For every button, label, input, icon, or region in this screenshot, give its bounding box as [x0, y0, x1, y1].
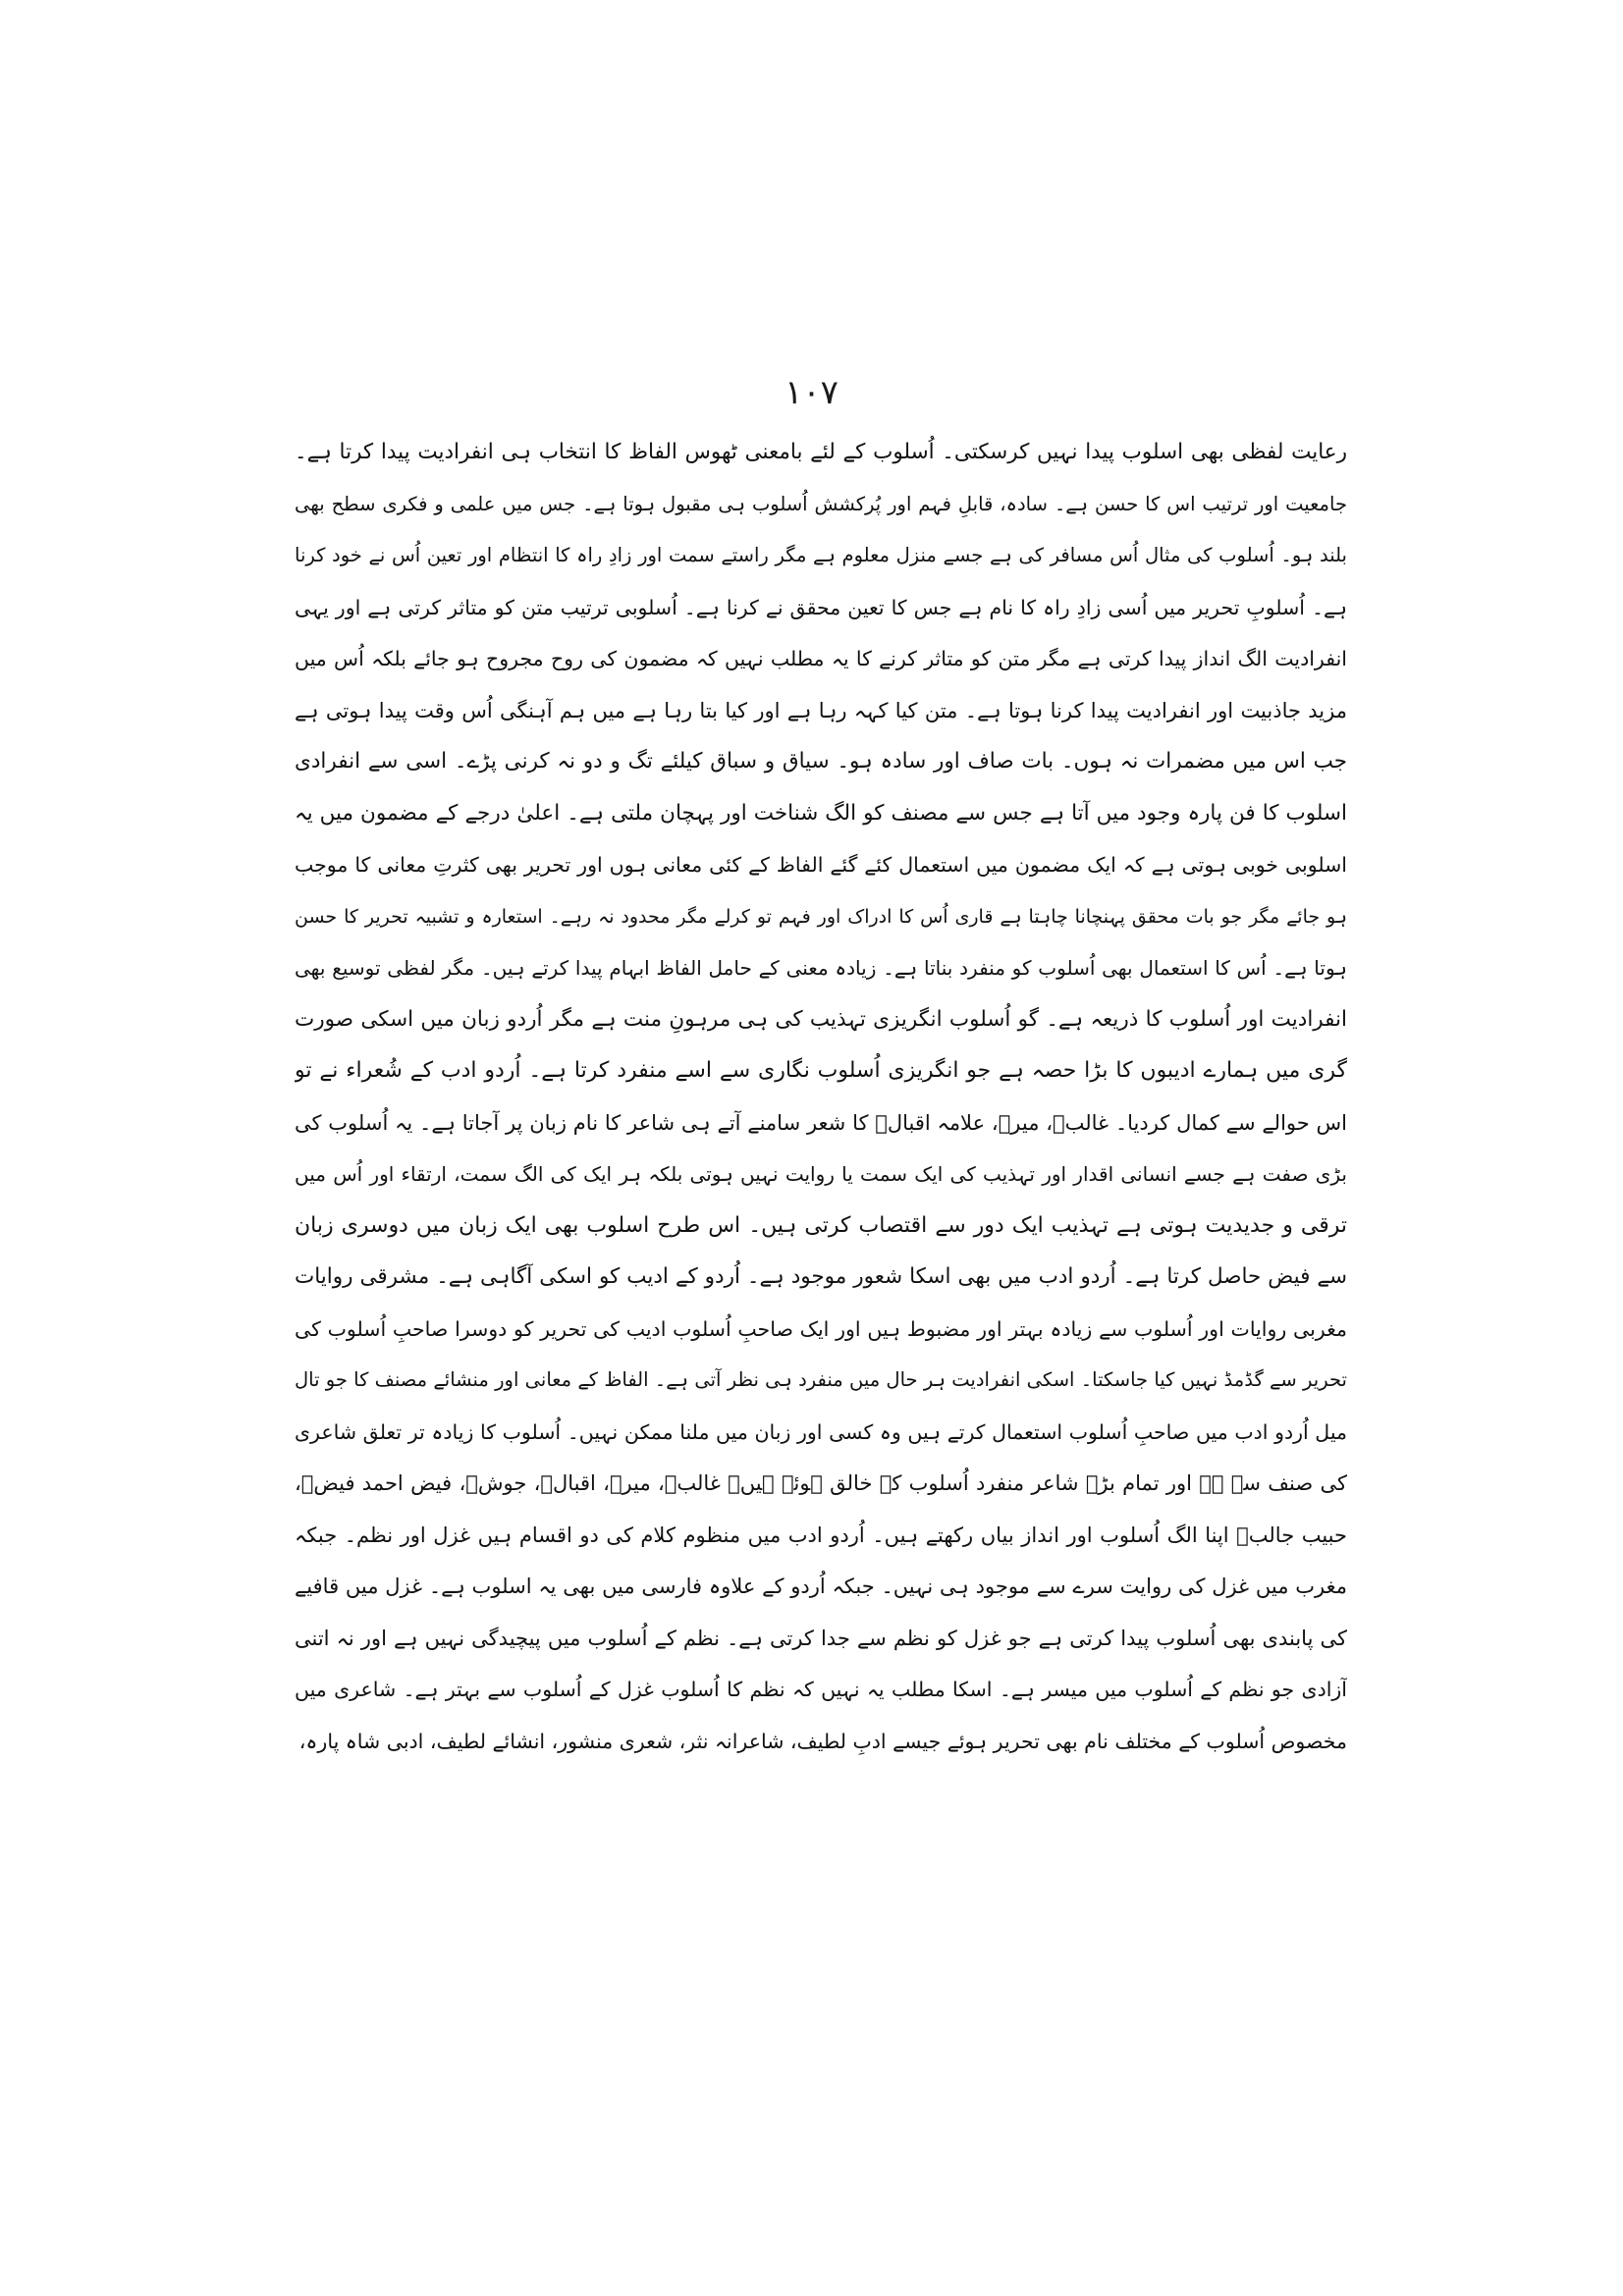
body-text — [295, 427, 1347, 1767]
text-line: انفرادیت الگ انداز پیدا کرتی ہے مگر متن کو متاثر کرنے کا یہ مطلب نہیں کہ مضمون کی روح مجروح ہو جائے بلکہ اُس میں — [295, 647, 1347, 670]
text-line: بڑی صفت ہے جسے انسانی اقدار اور تہذیب کی ایک سمت یا روایت نہیں ہوتی بلکہ ہر ایک کی الگ سمت، ارتقاء اور اُس میں — [295, 1162, 1347, 1186]
text-line: جامعیت اور ترتیب اس کا حسن ہے۔ سادہ، قابلِ فہم اور پُرکشش اُسلوب ہی مقبول ہوتا ہے۔ جس میں علمی و فکری سطح بھی — [295, 492, 1347, 515]
text-line: اسلوبی خوبی ہوتی ہے کہ ایک مضمون میں استعمال کئے گئے الفاظ کے کئی معانی ہوں اور تحریر بھی کثرتِ معانی کا موجب — [295, 853, 1347, 877]
text-line: مخصوص اُسلوب کے مختلف نام بھی تحریر ہوئے جیسے ادبِ لطیف، شاعرانہ نثر، شعری منشور، انشائے لطیف، ادبی شاہ پارہ، — [298, 1729, 1347, 1753]
text-line: جب اس میں مضمرات نہ ہوں۔ بات صاف اور سادہ ہو۔ سیاق و سباق کیلئے تگ و دو نہ کرنی پڑے۔ اسی سے انفرادی — [295, 749, 1347, 774]
text-line: رعایت لفظی بھی اسلوب پیدا نہیں کرسکتی۔ اُسلوب کے لئے بامعنی ٹھوس الفاظ کا انتخاب ہی انفرادیت پیدا کرتا ہے۔ — [295, 440, 1347, 464]
text-line: مغرب میں غزل کی روایت سرے سے موجود ہی نہیں۔ جبکہ اُردو کے علاوہ فارسی میں بھی یہ اسلوب ہے۔ غزل میں قافیے — [295, 1575, 1347, 1598]
text-line: ہے۔ اُسلوبِ تحریر میں اُسی زادِ راہ کا نام ہے جس کا تعین محقق نے کرنا ہے۔ اُسلوبی ترتیب متن کو متاثر کرتی ہے اور یہی — [295, 595, 1347, 619]
text-line: مغربی روایات اور اُسلوب سے زیادہ بہتر اور مضبوط ہیں اور ایک صاحبِ اُسلوب ادیب کی تحریر کو دوسرا صاحبِ اُسلوب کی — [295, 1316, 1347, 1341]
text-line: حبیب جالبؔ اپنا الگ اُسلوب اور انداز بیاں رکھتے ہیں۔ اُردو ادب میں منظوم کلام کی دو اقسام ہیں غزل اور نظم۔ جبکہ — [295, 1522, 1347, 1547]
text-line: بلند ہو۔ اُسلوب کی مثال اُس مسافر کی ہے جسے منزل معلوم ہے مگر راستے سمت اور زادِ راہ کا انتظام اور تعین اُس نے خود کرنا — [295, 544, 1347, 566]
text-line: سے فیض حاصل کرتا ہے۔ اُردو ادب میں بھی اسکا شعور موجود ہے۔ اُردو کے ادیب کو اسکی آگاہی ہے۔ مشرقی روایات — [295, 1264, 1347, 1289]
text-line: گری میں ہمارے ادیبوں کا بڑا حصہ ہے جو انگریزی اُسلوب نگاری سے اسے منفرد کرتا ہے۔ اُردو ادب کے شُعراء نے تو — [295, 1058, 1347, 1083]
text-line: کی صنف سے ہے اور تمام بڑے شاعر منفرد اُسلوب کے خالق ہوئے ہیں۔ غالبؔ، میرؔ، اقبالؔ، جوشؔ، فیض احمد فیضؔ، — [295, 1471, 1347, 1495]
text-line: ترقی و جدیدیت ہوتی ہے تہذیب ایک دور سے اقتصاب کرتی ہیں۔ اس طرح اسلوب بھی ایک زبان میں دوسری زبان — [295, 1212, 1347, 1238]
text-line: میل اُردو ادب میں صاحبِ اُسلوب استعمال کرتے ہیں وہ کسی اور زبان میں ملنا ممکن نہیں۔ اُسلوب کا زیادہ تر تعلق شاعری — [295, 1419, 1347, 1444]
text-line: اسلوب کا فن پارہ وجود میں آتا ہے جس سے مصنف کو الگ شناخت اور پہچان ملتی ہے۔ اعلیٰ درجے کے مضمون میں یہ — [295, 800, 1347, 826]
text-line: مزید جاذبیت اور انفرادیت پیدا کرنا ہوتا ہے۔ متن کیا کہہ رہا ہے اور کیا بتا رہا ہے میں ہم آہنگی اُس وقت پیدا ہوتی ہے — [295, 698, 1347, 722]
text-line: کی پابندی بھی اُسلوب پیدا کرتی ہے جو غزل کو نظم سے جدا کرتی ہے۔ نظم کے اُسلوب میں پیچیدگی نہیں ہے اور نہ اتنی — [295, 1626, 1347, 1650]
text-line: اس حوالے سے کمال کردیا۔ غالبؔ، میرؔ، علامہ اقبالؔ کا شعر سامنے آتے ہی شاعر کا نام زبان پر آجاتا ہے۔ یہ اُسلوب کی — [295, 1110, 1347, 1135]
text-line: تحریر سے گڈمڈ نہیں کیا جاسکتا۔ اسکی انفرادیت ہر حال میں منفرد ہی نظر آتی ہے۔ الفاظ کے معانی اور منشائے مصنف کا جو تال — [295, 1368, 1347, 1391]
text-line: آزادی جو نظم کے اُسلوب میں میسر ہے۔ اسکا مطلب یہ نہیں کہ نظم کا اُسلوب غزل کے اُسلوب سے بہتر ہے۔ شاعری میں — [295, 1678, 1347, 1701]
text-line: انفرادیت اور اُسلوب کا ذریعہ ہے۔ گو اُسلوب انگریزی تہذیب کی ہی مرہونِ منت ہے مگر اُردو زبان میں اسکی صورت — [295, 1006, 1347, 1032]
text-line: ہوتا ہے۔ اُس کا استعمال بھی اُسلوب کو منفرد بناتا ہے۔ زیادہ معنی کے حامل الفاظ ابہام پیدا کرتے ہیں۔ مگر لفظی توسیع بھی — [295, 956, 1347, 980]
text-line: ہو جائے مگر جو بات محقق پہنچانا چاہتا ہے قاری اُس کا ادراک اور فہم تو کرلے مگر محدود نہ رہے۔ استعارہ و تشبیہ تحریر کا حسن — [295, 905, 1347, 928]
page-number: ۱۰۷ — [784, 373, 839, 412]
